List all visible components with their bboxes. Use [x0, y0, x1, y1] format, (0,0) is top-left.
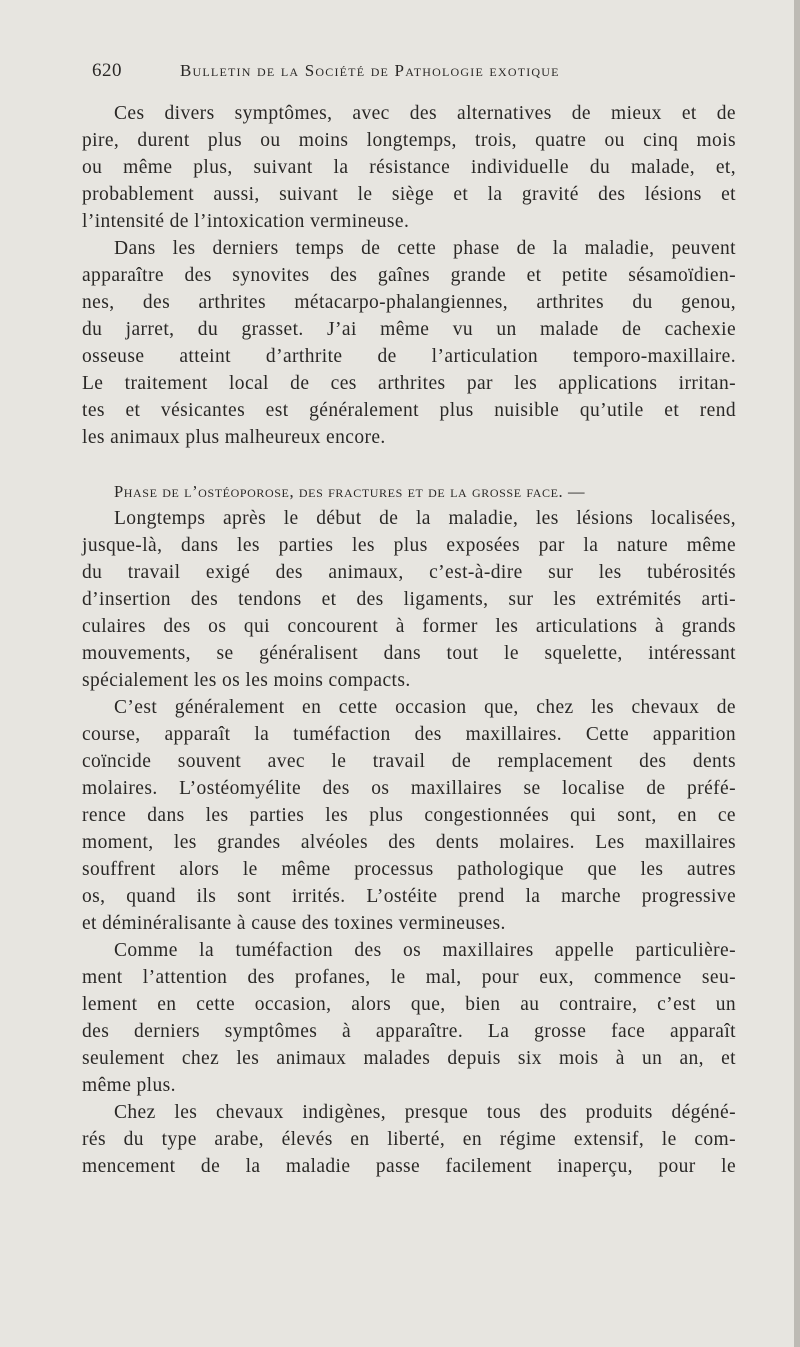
text-line: osseuse atteint d’arthrite de l’articulation temporo-maxillaire.	[82, 346, 736, 367]
text-line: culaires des os qui concourent à former les articulations à grands	[82, 616, 736, 637]
page-header	[92, 60, 732, 88]
text-line: Comme la tuméfaction des os maxillaires appelle particulière-	[114, 940, 736, 961]
text-line: même plus.	[82, 1075, 176, 1096]
body-text	[82, 100, 736, 1180]
text-line: apparaître des synovites des gaînes grande et petite sésamoïdien-	[82, 265, 736, 286]
text-line: probablement aussi, suivant le siège et la gravité des lésions et	[82, 184, 736, 205]
text-line: du jarret, du grasset. J’ai même vu un malade de cachexie	[82, 319, 736, 340]
page-edge	[794, 0, 800, 1347]
text-line: tes et vésicantes est généralement plus nuisible qu’utile et rend	[82, 400, 736, 421]
text-line: mencement de la maladie passe facilement inaperçu, pour le	[82, 1156, 736, 1177]
text-line: du travail exigé des animaux, c’est-à-dire sur les tubérosités	[82, 562, 736, 583]
text-line: Le traitement local de ces arthrites par les applications irritan-	[82, 373, 736, 394]
text-line: d’insertion des tendons et des ligaments, sur les extrémités arti-	[82, 589, 736, 610]
text-line: lement en cette occasion, alors que, bien au contraire, c’est un	[82, 994, 736, 1015]
page-number: 620	[92, 60, 122, 81]
text-line: pire, durent plus ou moins longtemps, trois, quatre ou cinq mois	[82, 130, 736, 151]
text-line: mouvements, se généralisent dans tout le squelette, intéressant	[82, 643, 736, 664]
text-line: C’est généralement en cette occasion que, chez les chevaux de	[114, 697, 736, 718]
section-heading: Phase de l’ostéoporose, des fractures et de la grosse face. —	[114, 482, 586, 501]
text-line: seulement chez les animaux malades depuis six mois à un an, et	[82, 1048, 736, 1069]
running-head: Bulletin de la Société de Pathologie exotique	[180, 61, 560, 80]
text-line: Ces divers symptômes, avec des alternatives de mieux et de	[114, 103, 736, 124]
text-line: spécialement les os les moins compacts.	[82, 670, 411, 691]
text-line: moment, les grandes alvéoles des dents molaires. Les maxillaires	[82, 832, 736, 853]
text-line: course, apparaît la tuméfaction des maxillaires. Cette apparition	[82, 724, 736, 745]
text-line: coïncide souvent avec le travail de remplacement des dents	[82, 751, 736, 772]
text-line: et déminéralisante à cause des toxines vermineuses.	[82, 913, 506, 934]
text-line: souffrent alors le même processus pathologique que les autres	[82, 859, 736, 880]
section-gap	[82, 451, 736, 478]
text-line: rence dans les parties les plus congestionnées qui sont, en ce	[82, 805, 736, 826]
text-line: des derniers symptômes à apparaître. La grosse face apparaît	[82, 1021, 736, 1042]
text-line: les animaux plus malheureux encore.	[82, 427, 386, 448]
text-line: jusque-là, dans les parties les plus exposées par la nature même	[82, 535, 736, 556]
text-line: os, quand ils sont irrités. L’ostéite prend la marche progressive	[82, 886, 736, 907]
text-line: ou même plus, suivant la résistance individuelle du malade, et,	[82, 157, 736, 178]
text-line: rés du type arabe, élevés en liberté, en régime extensif, le com-	[82, 1129, 736, 1150]
text-line: Longtemps après le début de la maladie, les lésions localisées,	[114, 508, 736, 529]
text-line: nes, des arthrites métacarpo-phalangiennes, arthrites du genou,	[82, 292, 736, 313]
text-line: ment l’attention des profanes, le mal, pour eux, commence seu-	[82, 967, 736, 988]
text-line: Dans les derniers temps de cette phase de la maladie, peuvent	[114, 238, 736, 259]
text-line: Chez les chevaux indigènes, presque tous des produits dégéné-	[114, 1102, 736, 1123]
text-line: l’intensité de l’intoxication vermineuse.	[82, 211, 410, 232]
text-line: molaires. L’ostéomyélite des os maxillaires se localise de préfé-	[82, 778, 736, 799]
